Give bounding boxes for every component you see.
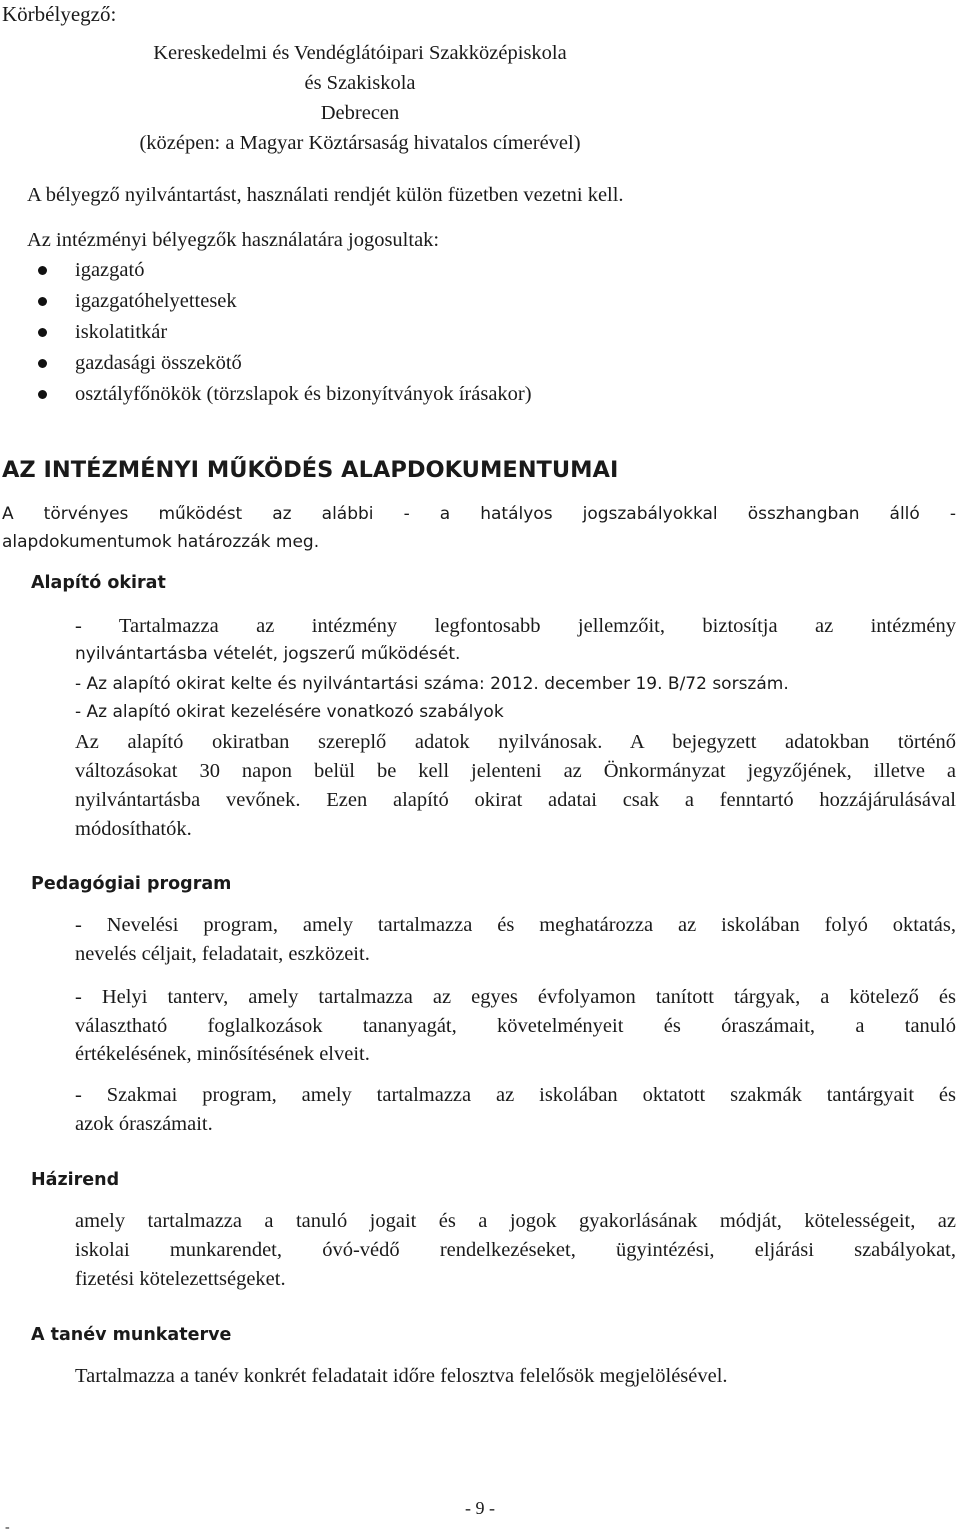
list-item: osztályfőnökök (törzslapok és bizonyítványok írásakor) xyxy=(0,379,532,410)
list-item: gazdasági összekötő xyxy=(0,348,532,379)
paragraph-line: nyilvántartásba vételét, jogszerű működését. xyxy=(75,644,461,664)
corner-mark: - xyxy=(5,1520,10,1535)
paragraph-line: - Helyi tanterv, amely tartalmazza az egyes évfolyamon tanított tárgyak, a kötelező és xyxy=(75,986,956,1008)
pedagogiai-paragraph-1 xyxy=(75,911,956,969)
paragraph-line: Az alapító okiratban szereplő adatok nyilvánosak. A bejegyzett adatokban történő xyxy=(75,731,956,753)
paragraph-line: - Az alapító okirat kezelésére vonatkozó szabályok xyxy=(75,702,504,722)
section-title: AZ INTÉZMÉNYI MŰKÖDÉS ALAPDOKUMENTUMAI xyxy=(2,457,619,483)
list-item: iskolatitkár xyxy=(0,317,532,348)
stamp-line: Debrecen xyxy=(320,102,400,124)
paragraph-line: értékelésének, minősítésének elveit. xyxy=(75,1043,370,1065)
list-item: igazgatóhelyettesek xyxy=(0,286,532,317)
pedagogiai-heading: Pedagógiai program xyxy=(31,874,232,894)
paragraph-line: - Tartalmazza az intézmény legfontosabb jellemzőit, biztosítja az intézmény xyxy=(75,615,956,637)
hazirend-paragraph-1 xyxy=(75,1207,956,1294)
paragraph-line: fizetési kötelezettségeket. xyxy=(75,1268,286,1290)
paragraph-line: - Szakmai program, amely tartalmazza az iskolában oktatott szakmák tantárgyait és xyxy=(75,1084,956,1106)
paragraph-line: - Az alapító okirat kelte és nyilvántartási száma: 2012. december 19. B/72 sorszám. xyxy=(75,674,789,694)
authorized-users-list xyxy=(0,255,532,410)
paragraph-line: változásokat 30 napon belül be kell jelenteni az Önkormányzat jegyzőjének, illetve a xyxy=(75,760,956,782)
section-lead-line: A törvényes működést az alábbi - a hatályos jogszabályokkal összhangban álló - xyxy=(2,504,956,524)
paragraph-line: nyilvántartásba vevőnek. Ezen alapító okirat adatai csak a fenntartó hozzájárulásával xyxy=(75,789,956,811)
paragraph-line: azok óraszámait. xyxy=(75,1113,213,1135)
authorized-users-intro: Az intézményi bélyegzők használatára jogosultak: xyxy=(27,229,440,251)
list-item: igazgató xyxy=(0,255,532,286)
stamp-line: Kereskedelmi és Vendéglátóipari Szakközépiskola xyxy=(153,42,567,64)
paragraph-line: nevelés céljait, feladatait, eszközeit. xyxy=(75,943,370,965)
stamp-line: (középen: a Magyar Köztársaság hivatalos címerével) xyxy=(139,132,581,154)
alapito-heading: Alapító okirat xyxy=(31,573,166,593)
paragraph-line: amely tartalmazza a tanuló jogait és a jogok gyakorlásának módját, kötelességeit, az xyxy=(75,1210,956,1232)
paragraph-line: módosíthatók. xyxy=(75,818,192,840)
stamp-line: és Szakiskola xyxy=(304,72,416,94)
pedagogiai-paragraph-3 xyxy=(75,1081,956,1139)
alapito-paragraph-1 xyxy=(75,612,956,668)
paragraph-line: Tartalmazza a tanév konkrét feladatait időre felosztva felelősök megjelölésével. xyxy=(75,1365,728,1387)
pedagogiai-paragraph-2 xyxy=(75,983,956,1069)
section-lead xyxy=(2,500,956,556)
stamp-text-block xyxy=(0,38,720,158)
hazirend-heading: Házirend xyxy=(31,1170,120,1190)
section-lead-line: alapdokumentumok határozzák meg. xyxy=(2,532,320,552)
paragraph-line: választható foglalkozások tananyagát, követelményeit és óraszámait, a tanuló xyxy=(75,1014,956,1037)
page-number: - 9 - xyxy=(465,1498,495,1518)
stamp-label: Körbélyegző: xyxy=(2,2,117,26)
munkaterv-heading: A tanév munkaterve xyxy=(31,1325,232,1345)
munkaterv-paragraph-1 xyxy=(75,1361,956,1391)
paragraph-line: iskolai munkarendet, óvó-védő rendelkezéseket, ügyintézési, eljárási szabályokat, xyxy=(75,1239,956,1261)
paragraph-line: - Nevelési program, amely tartalmazza és meghatározza az iskolában folyó oktatás, xyxy=(75,914,956,936)
register-note: A bélyegző nyilvántartást, használati rendjét külön füzetben vezetni kell. xyxy=(27,184,624,206)
alapito-paragraph-3 xyxy=(75,698,956,726)
alapito-paragraph-4 xyxy=(75,728,956,844)
alapito-paragraph-2 xyxy=(75,670,956,698)
